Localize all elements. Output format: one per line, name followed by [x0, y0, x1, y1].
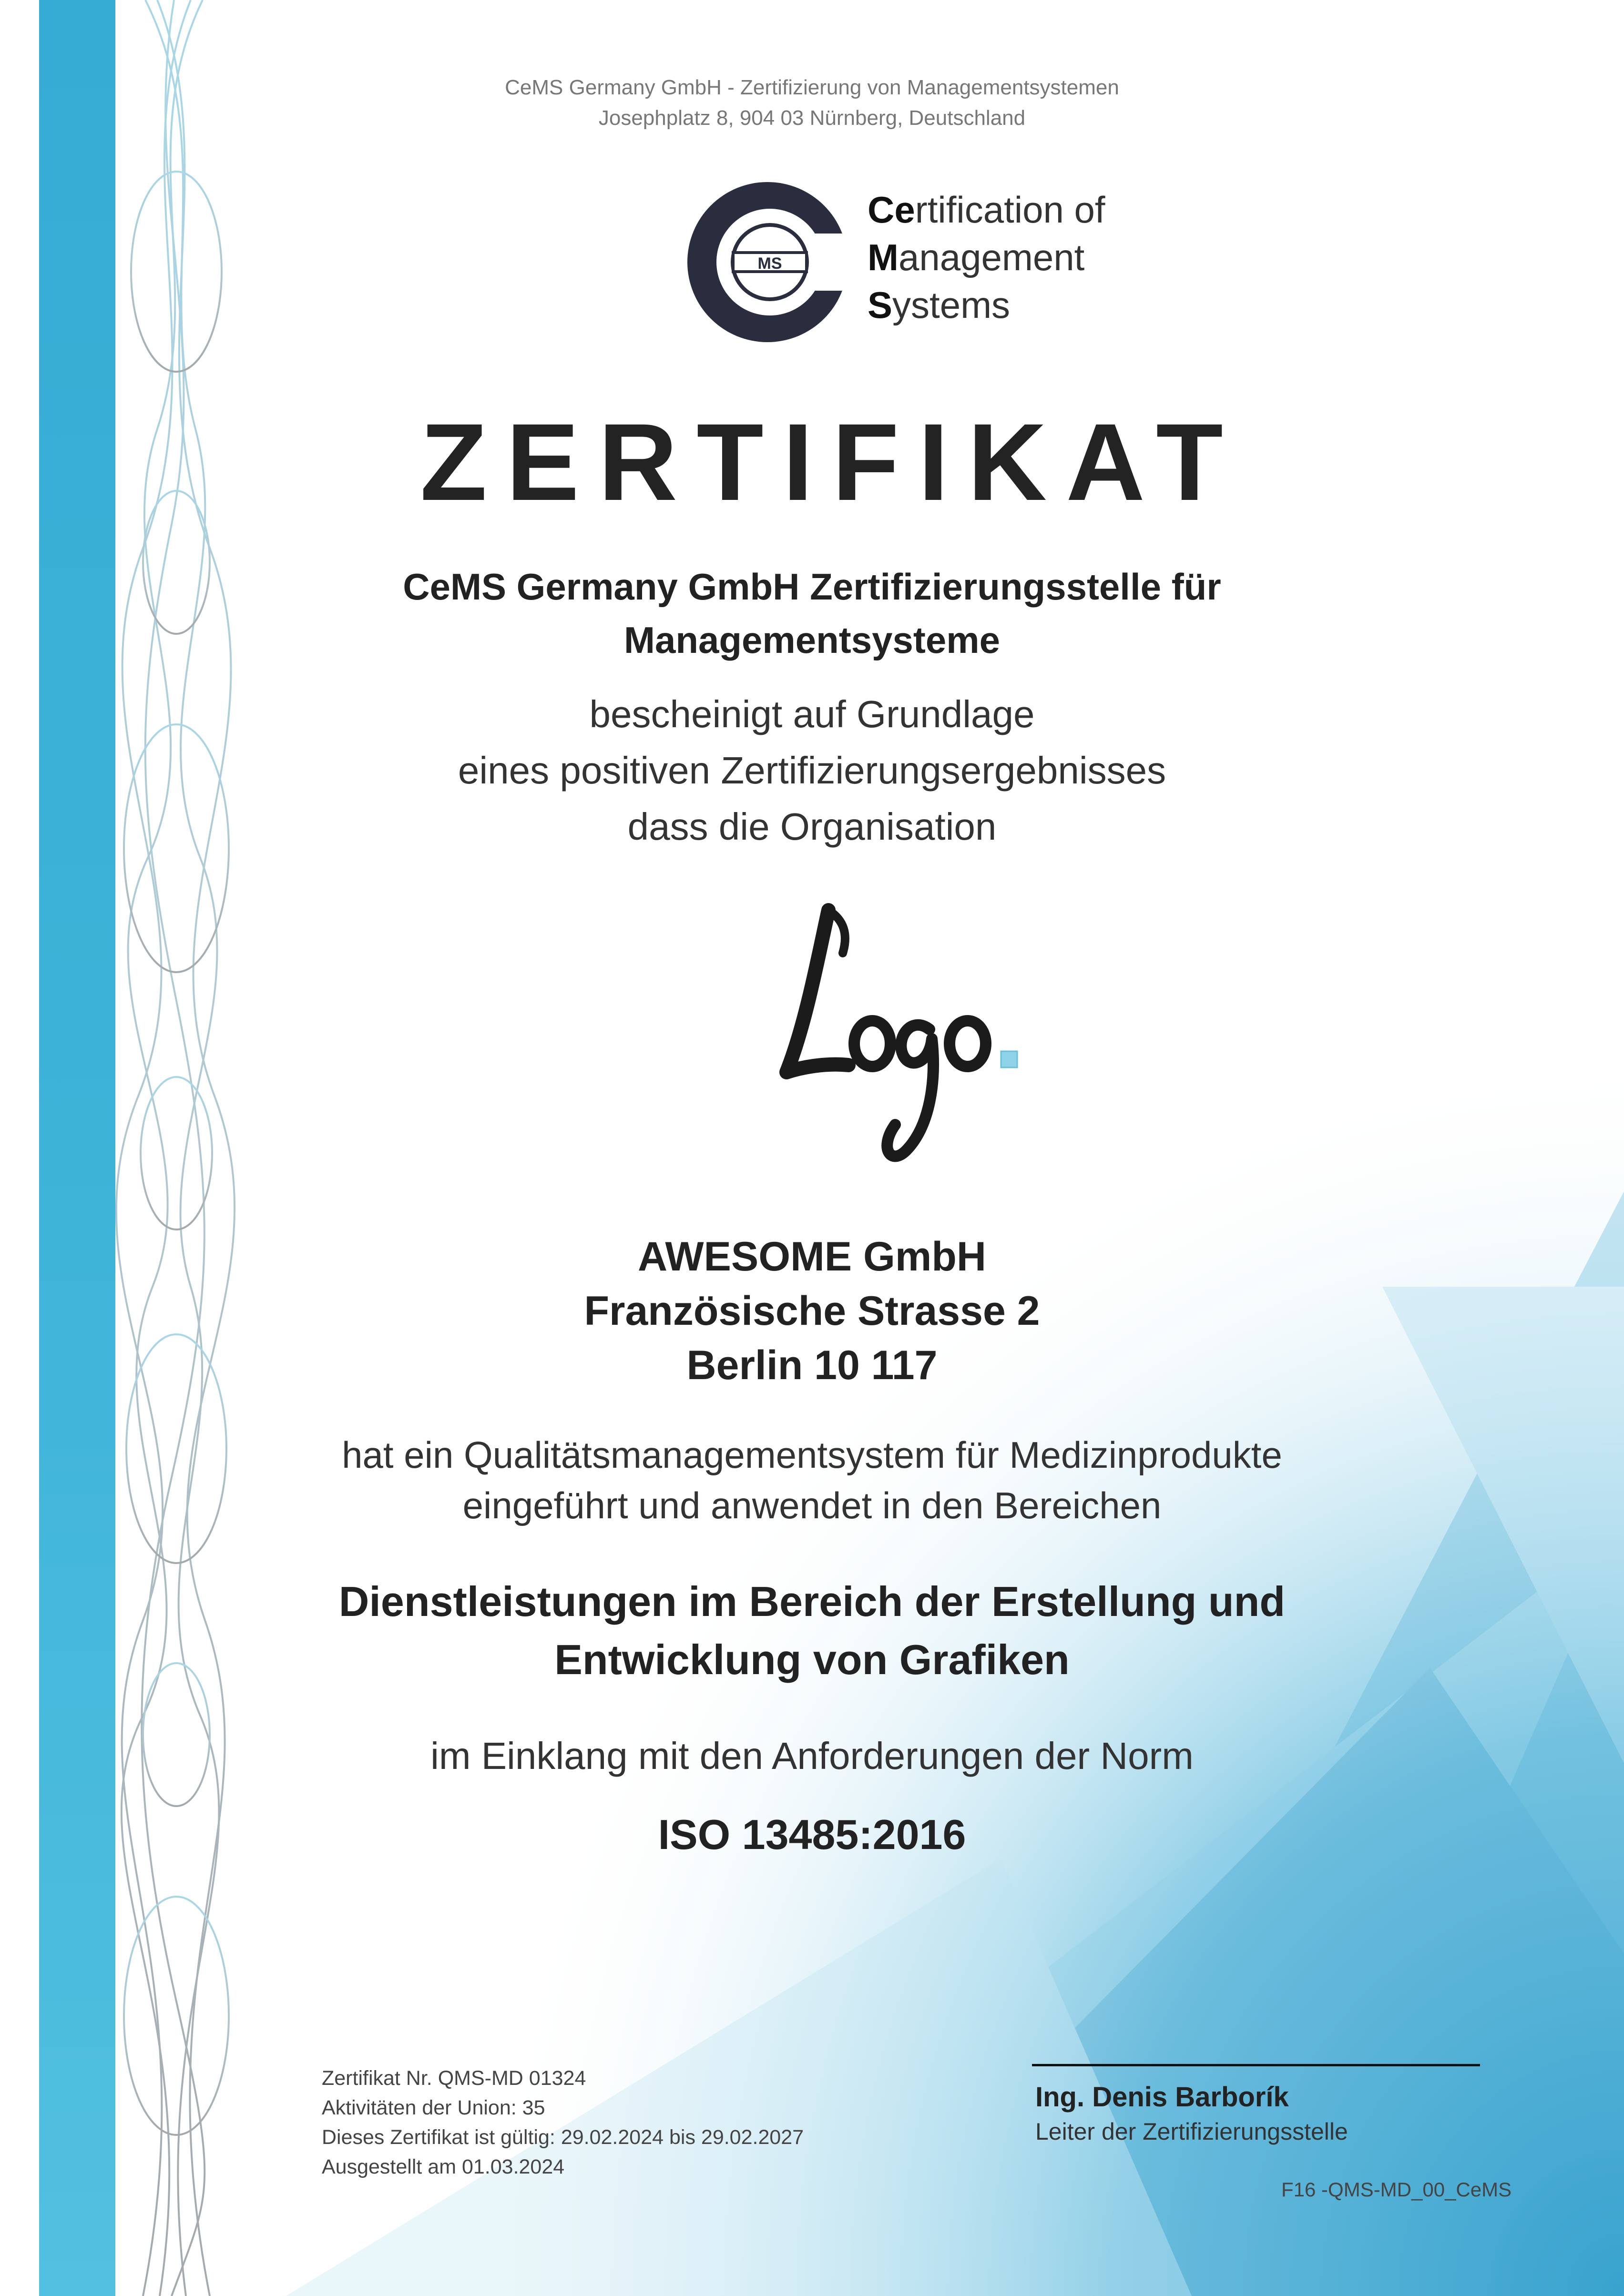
cems-wordmark-line-1: [868, 186, 1105, 234]
scope-line-2: Entwicklung von Grafiken: [554, 1636, 1070, 1683]
certificate-number: Zertifikat Nr. QMS-MD 01324: [322, 2067, 586, 2090]
client-logo: [772, 901, 1039, 1172]
norm-standard: ISO 13485:2016: [658, 1811, 966, 1858]
statement-line-2: eingeführt und anwendet in den Bereichen: [462, 1484, 1162, 1526]
issuer-name-line-1: CeMS Germany GmbH Zertifizierungsstelle für: [403, 566, 1221, 608]
statement-text: [0, 1430, 1624, 1531]
issuer-company-line: CeMS Germany GmbH - Zertifizierung von Managementsystemen: [505, 76, 1119, 99]
cems-wordmark-initial-1: Ce: [868, 189, 915, 231]
cems-wordmark-initial-3: S: [868, 284, 893, 326]
cems-wordmark-line-3: [868, 281, 1105, 329]
certificate-title: ZERTIFIKAT: [420, 401, 1242, 523]
organization-block: [0, 1229, 1624, 1392]
intro-text: [0, 686, 1624, 855]
cems-wordmark-rest-2: anagement: [898, 236, 1085, 278]
intro-line-3: dass die Organisation: [627, 805, 997, 848]
organization-city: Berlin 10 117: [686, 1342, 938, 1388]
issuer-address-block: [0, 72, 1624, 133]
organization-street: Französische Strasse 2: [584, 1288, 1040, 1334]
issue-date: Ausgestellt am 01.03.2024: [322, 2155, 565, 2178]
left-blue-band: [39, 0, 115, 2296]
scope-text: [0, 1573, 1624, 1689]
union-activities: Aktivitäten der Union: 35: [322, 2096, 545, 2119]
issuer-address-line: Josephplatz 8, 904 03 Nürnberg, Deutschland: [598, 106, 1026, 130]
issuer-name-line-2: Managementsysteme: [624, 619, 1000, 661]
cems-wordmark: [868, 186, 1105, 329]
cems-wordmark-rest-1: rtification of: [915, 189, 1105, 231]
intro-line-2: eines positiven Zertifizierungsergebnisses: [458, 749, 1166, 792]
signature-line: [1032, 2064, 1480, 2066]
certificate-info: [322, 2063, 804, 2182]
validity-period: Dieses Zertifikat ist gültig: 29.02.2024 bis 29.02.2027: [322, 2126, 804, 2149]
organization-name: AWESOME GmbH: [637, 1234, 987, 1280]
cems-wordmark-line-2: [868, 234, 1105, 281]
intro-line-1: bescheinigt auf Grundlage: [589, 693, 1035, 735]
guilloche-border: [116, 0, 235, 2296]
cems-wordmark-rest-3: ystems: [892, 284, 1011, 326]
cems-wordmark-initial-2: M: [868, 236, 899, 278]
cems-emblem-text: MS: [757, 254, 782, 273]
norm-label: im Einklang mit den Anforderungen der Norm: [430, 1735, 1194, 1777]
signatory-name: Ing. Denis Barborík: [1035, 2082, 1289, 2113]
issuer-name: [0, 560, 1624, 667]
statement-line-1: hat ein Qualitätsmanagementsystem für Medizinprodukte: [342, 1434, 1282, 1476]
signatory-role: Leiter der Zertifizierungsstelle: [1035, 2118, 1348, 2145]
form-id: F16 -QMS-MD_00_CeMS: [1281, 2178, 1512, 2201]
scope-line-1: Dienstleistungen im Bereich der Erstellung und: [338, 1578, 1286, 1625]
